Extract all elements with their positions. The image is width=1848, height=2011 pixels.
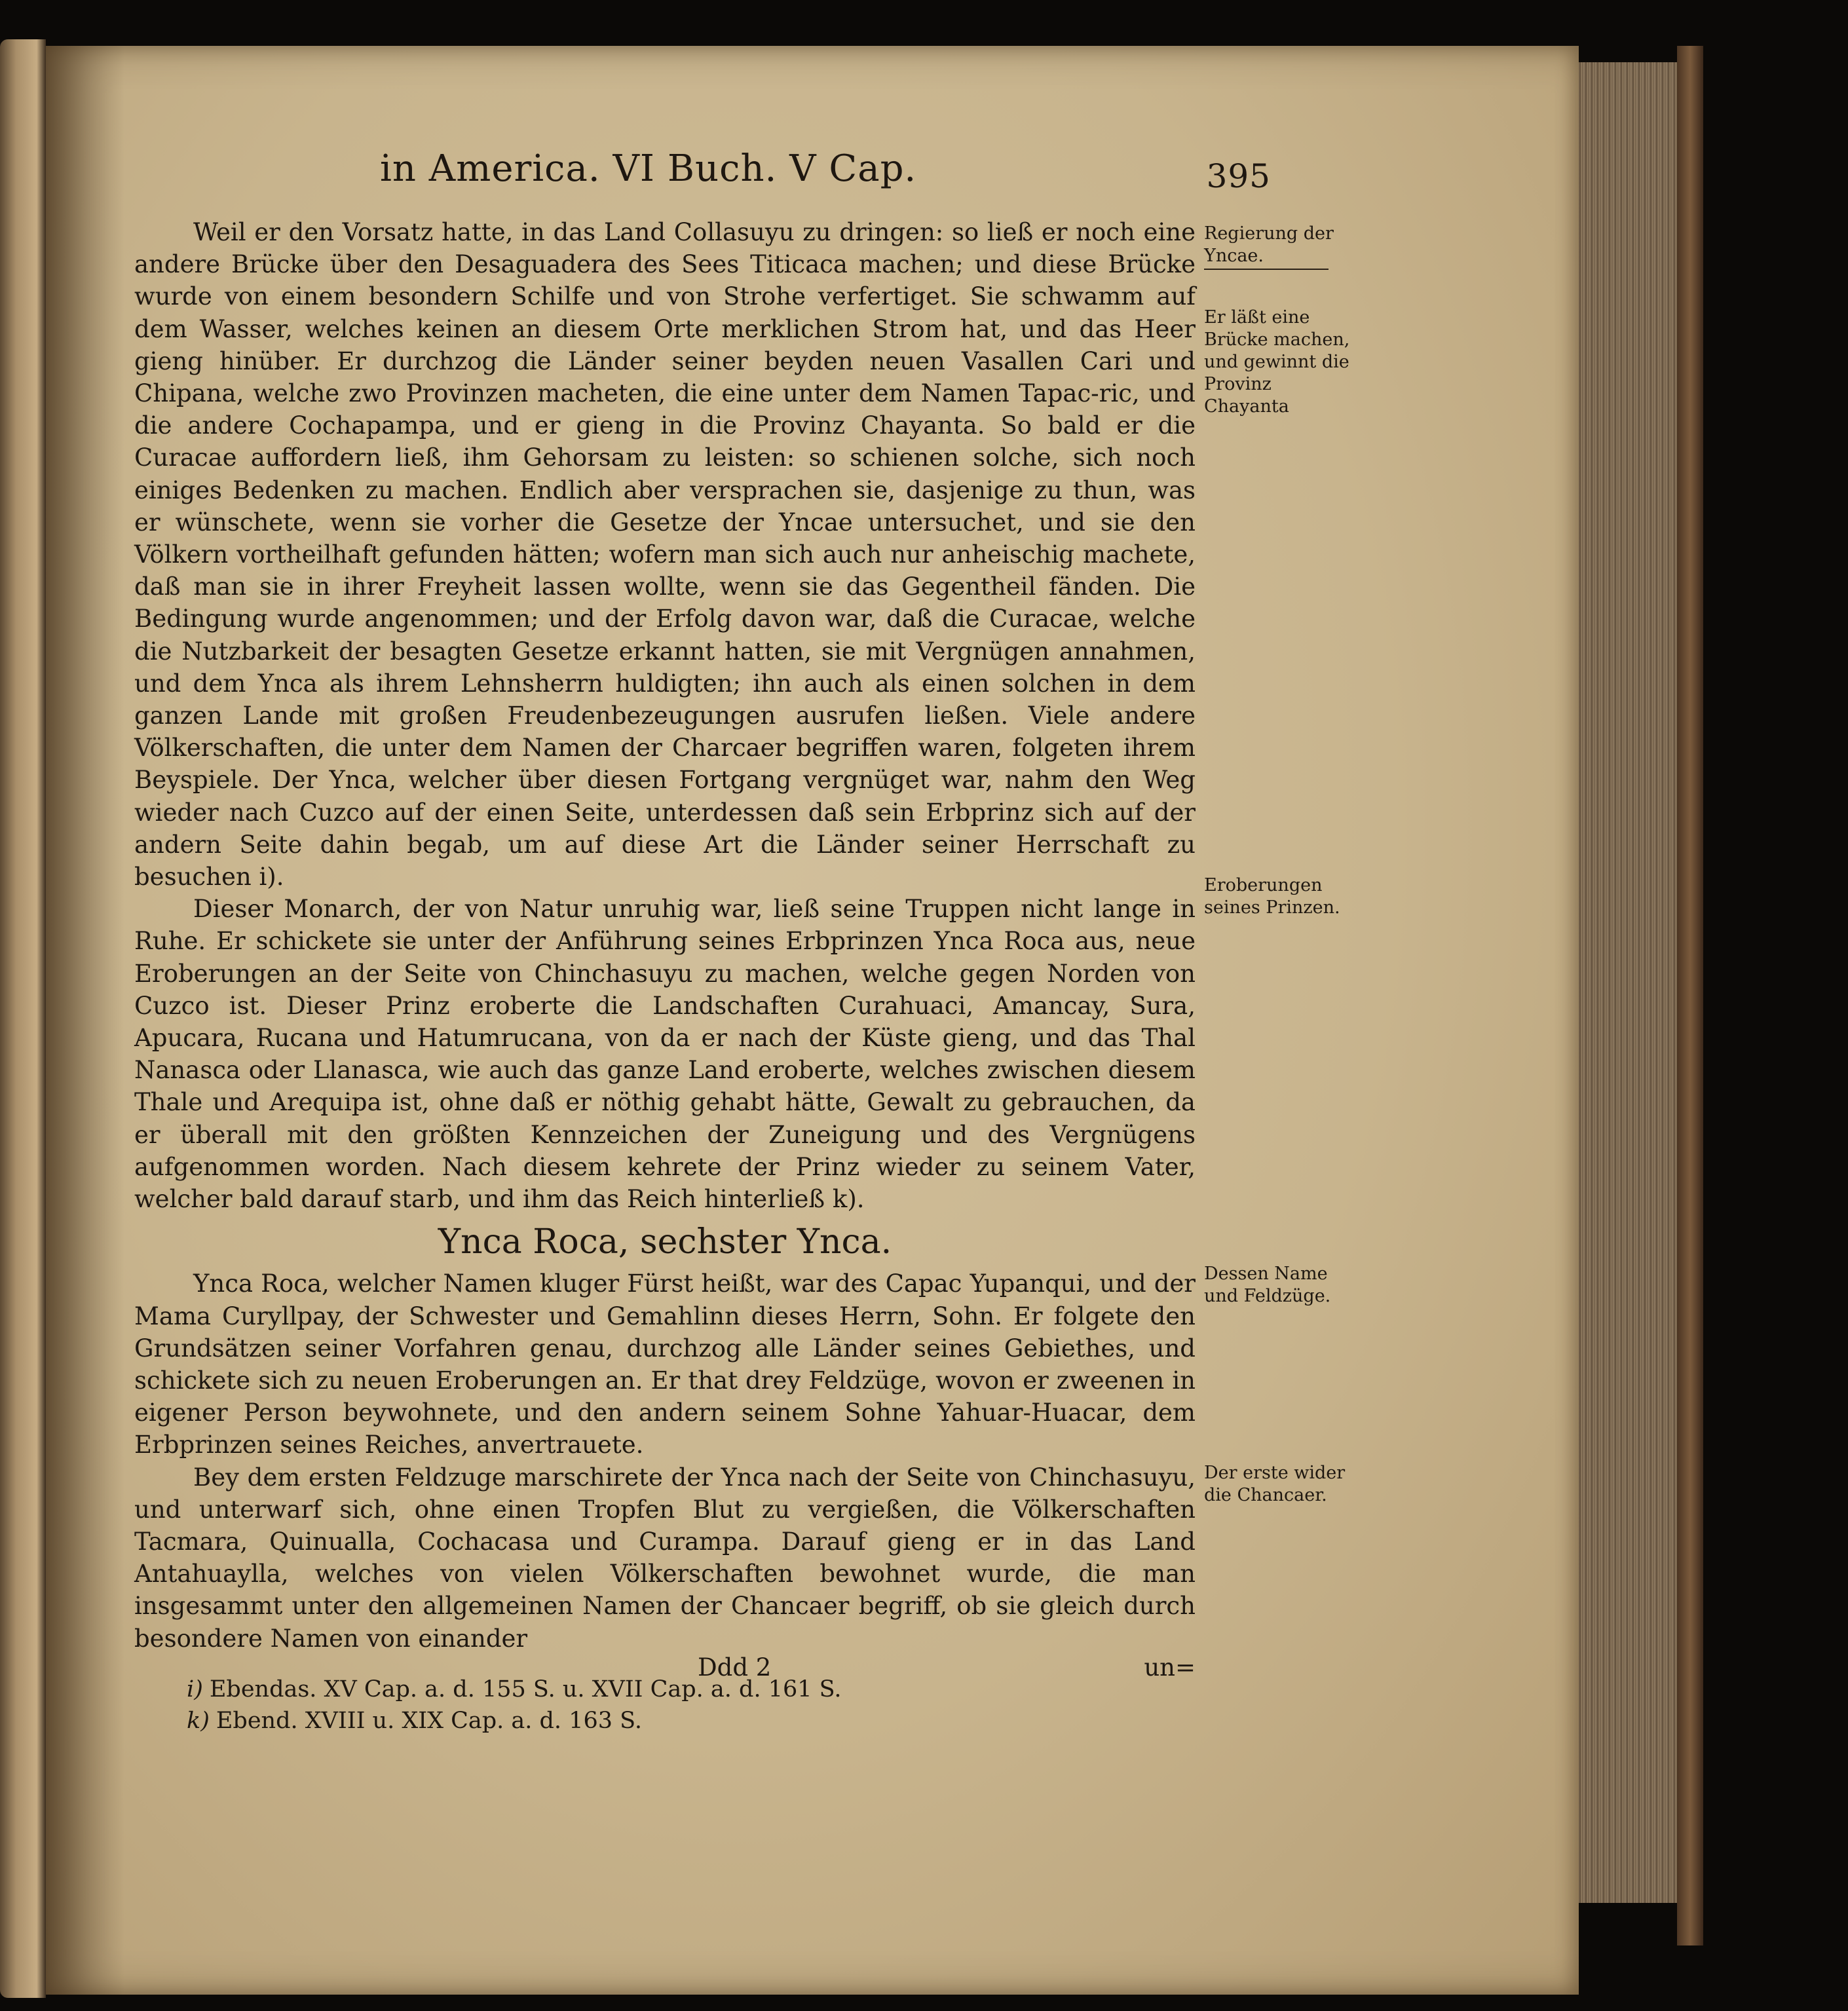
body-paragraph: Weil er den Vorsatz hatte, in das Land Collasuyu zu dringen: so ließ er noch eine andere Brücke über den Desaguadera des Sees Titicaca machen; und diese Brücke wurde von einem besondern Schilfe und von Strohe verfertiget. Sie schwamm auf dem Wasser, welches keinen an diesem Orte merklichen Strom hat, und das Heer gieng hinüber. Er durchzog die Länder seiner beyden neuen Vasallen Cari und Chipana, welche zwo Provinzen macheten, die eine unter dem Namen Tapac-ric, und die andere Cochapampa, und er gieng in die Provinz Chayanta. So bald er die Curacae auffordern ließ, ihm Gehorsam zu leisten: so schienen solche, sich noch einiges Bedenken zu machen. Endlich aber versprachen sie, dasjenige zu thun, was er wünschete, wenn sie vorher die Gesetze der Yncae untersuchet, und sie den Völkern vortheilhaft gefunden hätten; wofern man sich auch nur anheischig machete, daß man sie in ihrer Freyheit lassen wollte, wenn sie das Gegentheil fänden. Die Bedingung wurde angenommen; und der Erfolg davon war, daß die Curacae, welche die Nutzbarkeit der besagten Gesetze erkannt hatten, sie mit Vergnügen annahmen, und dem Ynca als ihrem Lehnsherrn huldigten; ihn auch als einen solchen in dem ganzen Lande mit großen Freudenbezeugungen ausrufen ließen. Viele andere Völkerschaften, die unter dem Namen der Charcaer begriffen waren, folgeten ihrem Beyspiele. Der Ynca, welcher über diesen Fortgang vergnüget war, nahm den Weg wieder nach Cuzco auf der einen Seite, unterdessen daß sein Erbprinz sich auf der andern Seite dahin begab, um auf diese Art die Länder seiner Herrschaft zu besuchen i).: [134, 218, 1196, 892]
main-text-column: [134, 216, 1196, 1681]
page-number: 395: [1206, 157, 1271, 195]
body-paragraph: Ynca Roca, welcher Namen kluger Fürst heißt, war des Capac Yupanqui, und der Mama Curyllpay, der Schwester und Gemahlinn dieses Herrn, Sohn. Er folgete den Grundsätzen seiner Vorfahren genau, durchzog alle Länder seines Gebiethes, und schickete sich zu neuen Eroberungen an. Er that drey Feldzüge, wovon er zweenen in eigener Person beywohnete, und den andern seinem Sohne Yahuar-Huacar, dem Erbprinzen seines Reiches, anvertrauete.: [134, 1269, 1196, 1459]
body-paragraph: Dieser Monarch, der von Natur unruhig war, ließ seine Truppen nicht lange in Ruhe. Er schickete sie unter der Anführung seines Erbprinzen Ynca Roca aus, neue Eroberungen an der Seite von Chinchasuyu zu machen, welche gegen Norden von Cuzco ist. Dieser Prinz eroberte die Landschaften Curahuaci, Amancay, Sura, Apucara, Rucana und Hatumrucana, von da er nach der Küste gieng, und das Thal Nanasca oder Llanasca, wie auch das ganze Land eroberte, welches zwischen diesem Thale und Arequipa ist, ohne daß er nöthig gehabt hätte, Gewalt zu gebrauchen, da er überall mit den größten Kennzeichen der Zuneigung und des Vergnügens aufgenommen worden. Nach diesem kehrete der Prinz wieder zu seinem Vater, welcher bald darauf starb, und ihm das Reich hinterließ k).: [134, 895, 1196, 1214]
page-header: [380, 147, 1271, 206]
book-cover-edge: [1677, 46, 1703, 1945]
page-gutter-shadow: [46, 46, 124, 1995]
footnote: [187, 1674, 1038, 1705]
signature-mark: Ddd 2: [698, 1653, 772, 1682]
footnote-mark: k): [187, 1708, 210, 1734]
marginal-note: Der erste wider die Chancaer.: [1204, 1463, 1346, 1505]
footnote-mark: i): [187, 1676, 203, 1702]
footnote: [187, 1705, 1038, 1737]
footnote-text: Ebend. XVIII u. XIX Cap. a. d. 163 S.: [216, 1708, 642, 1734]
adjacent-page-edge: [0, 39, 46, 1998]
catchword: un=: [1144, 1653, 1196, 1682]
footnote-text: Ebendas. XV Cap. a. d. 155 S. u. XVII Cap. a. d. 161 S.: [209, 1676, 842, 1702]
marginal-note: [1204, 223, 1353, 270]
marginal-rule: [1204, 269, 1329, 270]
footnotes: [187, 1674, 1038, 1737]
marginal-note: Eroberungen seines Prinzen.: [1204, 875, 1340, 918]
running-head: in America. VI Buch. V Cap.: [380, 147, 917, 190]
body-paragraph: Bey dem ersten Feldzuge marschirete der Ynca nach der Seite von Chinchasuyu, und unterwarf sich, ohne einen Tropfen Blut zu vergießen, die Völkerschaften Tacmara, Quinualla, Cochacasa und Curampa. Darauf gieng er in das Land Antahuaylla, welches von vielen Völkerschaften bewohnet wurde, die man insgesammt unter den allgemeinen Namen der Chancaer begriff, ob sie gleich durch besondere Namen von einander: [134, 1463, 1196, 1653]
marginal-note: Er läßt eine Brücke machen, und gewinnt die Provinz Chayanta: [1204, 307, 1350, 417]
section-heading: Ynca Roca, sechster Ynca.: [438, 1222, 892, 1262]
marginal-note: Dessen Name und Feldzüge.: [1204, 1264, 1331, 1306]
marginal-note-text: Regierung der Yncae.: [1204, 223, 1334, 266]
